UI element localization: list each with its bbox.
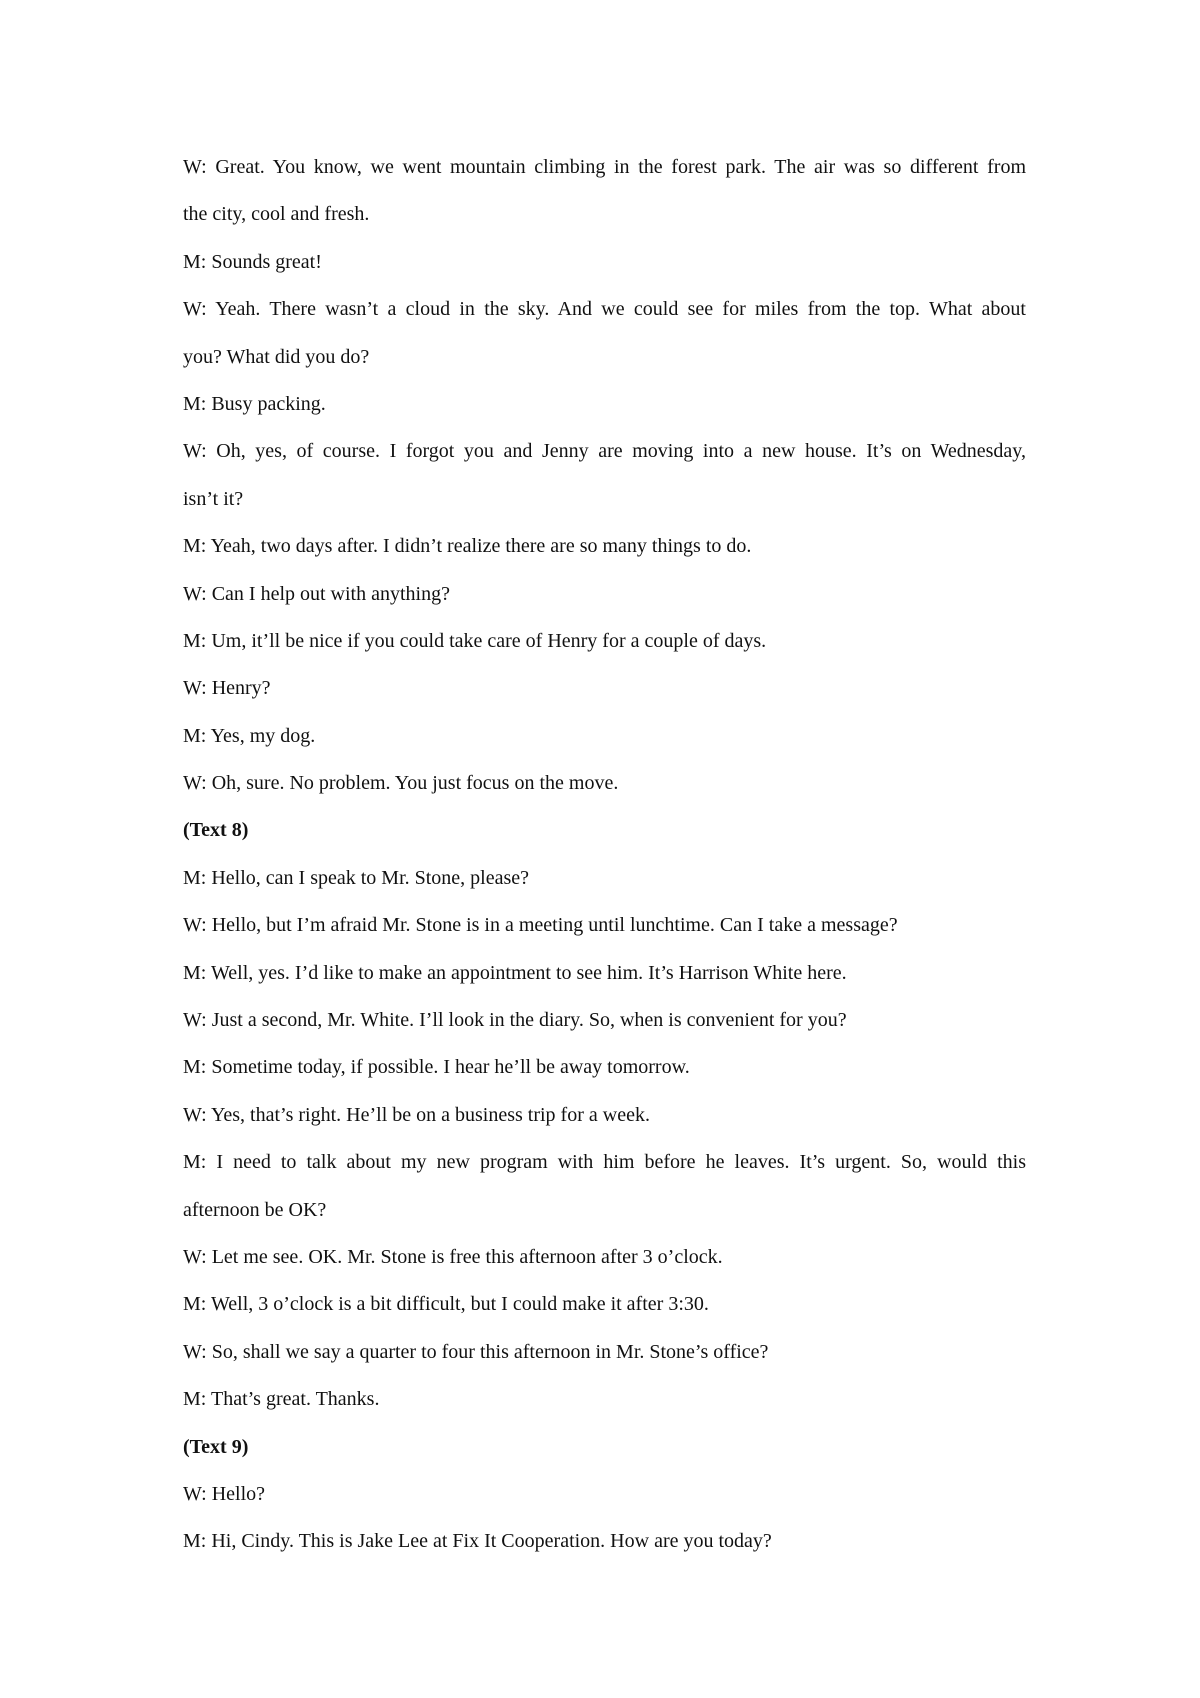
transcript-line: M: Yeah, two days after. I didn’t realize there are so many things to do. bbox=[183, 535, 752, 558]
transcript-line: W: Let me see. OK. Mr. Stone is free this afternoon after 3 o’clock. bbox=[183, 1245, 723, 1268]
transcript-line: M: Sounds great! bbox=[183, 250, 322, 273]
transcript-line: M: That’s great. Thanks. bbox=[183, 1388, 380, 1411]
transcript-line: M: Yes, my dog. bbox=[183, 724, 316, 747]
transcript-line: M: Busy packing. bbox=[183, 392, 326, 415]
transcript-line: M: Well, 3 o’clock is a bit difficult, but I could make it after 3:30. bbox=[183, 1293, 709, 1316]
transcript-line: W: Yes, that’s right. He’ll be on a business trip for a week. bbox=[183, 1103, 650, 1126]
transcript-line: W: Oh, sure. No problem. You just focus on the move. bbox=[183, 772, 619, 795]
transcript-line: you? What did you do? bbox=[183, 345, 370, 368]
transcript-line: W: Just a second, Mr. White. I’ll look in the diary. So, when is convenient for you? bbox=[183, 1009, 847, 1032]
transcript-line: W: Great. You know, we went mountain climbing in the forest park. The air was so different from bbox=[183, 156, 1026, 178]
transcript-line: M: Um, it’ll be nice if you could take care of Henry for a couple of days. bbox=[183, 629, 767, 652]
transcript-line: M: Sometime today, if possible. I hear he’ll be away tomorrow. bbox=[183, 1056, 690, 1079]
transcript-line: the city, cool and fresh. bbox=[183, 203, 370, 226]
transcript-line: W: Henry? bbox=[183, 677, 271, 700]
transcript-line: M: I need to talk about my new program with him before he leaves. It’s urgent. So, would this bbox=[183, 1151, 1026, 1174]
transcript-page bbox=[183, 144, 1026, 1566]
transcript-line: W: Hello, but I’m afraid Mr. Stone is in a meeting until lunchtime. Can I take a message? bbox=[183, 914, 898, 937]
transcript-line: isn’t it? bbox=[183, 487, 244, 510]
section-heading-text-9: (Text 9) bbox=[183, 1435, 249, 1458]
transcript-line: M: Hello, can I speak to Mr. Stone, please? bbox=[183, 866, 530, 889]
section-heading-text-8: (Text 8) bbox=[183, 819, 249, 842]
transcript-line: W: Oh, yes, of course. I forgot you and Jenny are moving into a new house. It’s on Wednesday, bbox=[183, 440, 1026, 463]
transcript-line: afternoon be OK? bbox=[183, 1198, 327, 1221]
transcript-line: M: Hi, Cindy. This is Jake Lee at Fix It Cooperation. How are you today? bbox=[183, 1530, 772, 1553]
transcript-line: M: Well, yes. I’d like to make an appointment to see him. It’s Harrison White here. bbox=[183, 961, 847, 984]
transcript-line: W: So, shall we say a quarter to four this afternoon in Mr. Stone’s office? bbox=[183, 1340, 769, 1363]
transcript-line: W: Can I help out with anything? bbox=[183, 582, 450, 605]
transcript-line: W: Hello? bbox=[183, 1482, 266, 1505]
transcript-line: W: Yeah. There wasn’t a cloud in the sky. And we could see for miles from the top. What about bbox=[183, 298, 1026, 321]
